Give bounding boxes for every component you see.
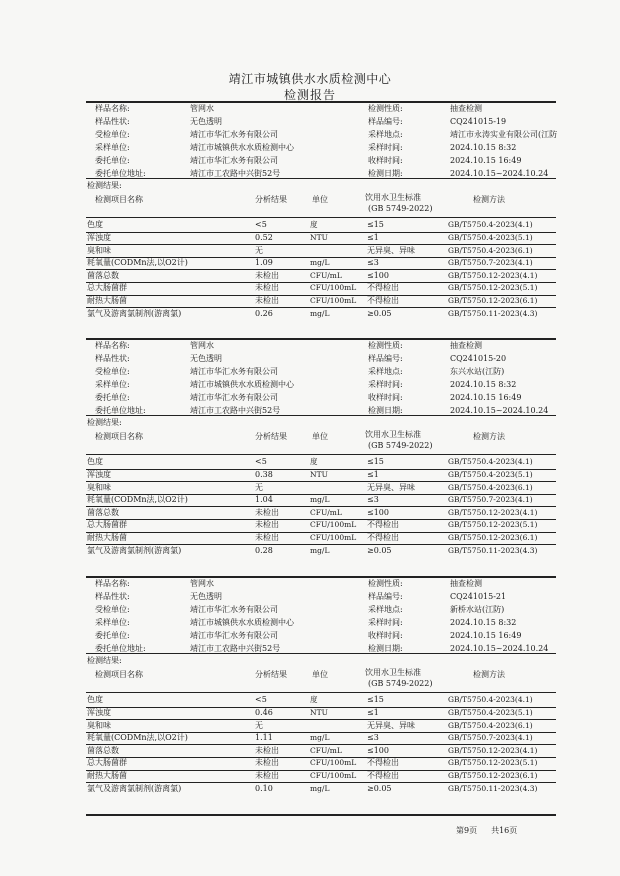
sampling-place-value: 新桥水站(江防) (450, 604, 505, 614)
test-date-label: 检测日期: (368, 643, 403, 653)
row-method: GB/T5750.4-2023(6.1) (448, 245, 533, 255)
row-result: 未检出 (255, 296, 279, 305)
row-method: GB/T5750.12-2023(6.1) (448, 771, 538, 780)
row-result: 0.10 (255, 783, 273, 793)
client-address-value: 靖江市工农路中兴街52号 (190, 405, 281, 415)
sample-props-label: 样品性状: (95, 591, 130, 601)
row-result: 未检出 (255, 533, 279, 542)
row-method: GB/T5750.4-2023(4.1) (448, 695, 533, 705)
row-item: 菌落总数 (87, 507, 119, 517)
row-result: 0.26 (255, 308, 273, 318)
results-label: 检测结果: (87, 656, 122, 666)
info-divider (86, 178, 556, 179)
client-address-label: 委托单位地址: (95, 168, 146, 178)
row-item: 总大肠菌群 (87, 283, 127, 293)
page-total: 共16页 (491, 826, 518, 835)
test-date-value: 2024.10.15~2024.10.24 (450, 405, 549, 415)
row-result: 未检出 (255, 758, 279, 768)
row-unit: CFU/100mL (310, 758, 357, 768)
row-std: ≤3 (367, 733, 379, 743)
row-std: ≤15 (367, 220, 384, 230)
sampling-time-label: 采样时间: (368, 379, 403, 389)
test-type-value: 抽查检测 (450, 341, 482, 350)
row-result: 0.46 (255, 708, 273, 717)
sampling-time-value: 2024.10.15 8:32 (450, 379, 517, 389)
test-type-value: 抽查检测 (450, 104, 482, 113)
col-header-unit: 单位 (312, 432, 328, 442)
col-header-std-ref: (GB 5749-2022) (368, 441, 433, 451)
row-result: 1.09 (255, 258, 273, 268)
row-method: GB/T5750.11-2023(4.3) (448, 783, 538, 793)
test-date-value: 2024.10.15~2024.10.24 (450, 168, 549, 178)
row-result: 未检出 (255, 507, 279, 517)
sampling-time-label: 采样时间: (368, 142, 403, 152)
row-std: 不得检出 (367, 758, 399, 768)
row-method: GB/T5750.4-2023(5.1) (448, 233, 533, 242)
client-address-value: 靖江市工农路中兴街52号 (190, 643, 281, 653)
col-header-unit: 单位 (312, 670, 328, 680)
row-unit: NTU (310, 470, 328, 479)
row-result: <5 (255, 695, 267, 705)
row-method: GB/T5750.12-2023(5.1) (448, 758, 538, 768)
sample-no-value: CQ241015-19 (450, 116, 507, 126)
col-header-std: 饮用水卫生标准 (365, 430, 421, 440)
sample-name-value: 管网水 (190, 341, 214, 350)
col-header-item: 检测项目名称 (95, 670, 143, 680)
row-method: GB/T5750.7-2023(4.1) (448, 733, 533, 743)
row-method: GB/T5750.12-2023(4.1) (448, 745, 538, 755)
col-header-std: 饮用水卫生标准 (365, 193, 421, 203)
sampling-unit-label: 采样单位: (95, 379, 130, 389)
section-divider (86, 101, 556, 103)
results-label: 检测结果: (87, 181, 122, 191)
test-type-value: 抽查检测 (450, 579, 482, 588)
row-unit: mg/L (310, 258, 330, 268)
report-title: 检测报告 (283, 88, 336, 102)
client-address-value: 靖江市工农路中兴街52号 (190, 168, 281, 178)
section-divider (86, 576, 556, 578)
client-address-label: 委托单位地址: (95, 405, 146, 415)
row-unit: mg/L (310, 308, 330, 318)
sample-no-label: 样品编号: (368, 116, 403, 126)
sampling-place-label: 采样地点: (368, 604, 403, 614)
row-result: 0.28 (255, 545, 273, 555)
entrusted-unit-label: 受检单位: (95, 366, 130, 376)
col-header-method: 检测方法 (473, 670, 505, 680)
col-header-std: 饮用水卫生标准 (365, 668, 421, 678)
info-divider (86, 415, 556, 416)
sampling-time-label: 采样时间: (368, 617, 403, 627)
col-header-result: 分析结果 (255, 432, 287, 442)
row-item: 色度 (87, 220, 103, 230)
info-divider (86, 653, 556, 654)
row-unit: mg/L (310, 783, 330, 793)
test-date-label: 检测日期: (368, 405, 403, 415)
row-item: 浑浊度 (87, 233, 111, 242)
row-result: <5 (255, 457, 267, 467)
row-std: ≤3 (367, 495, 379, 505)
row-std: ≤100 (367, 745, 389, 755)
row-result: 1.11 (255, 733, 273, 743)
row-result: 无 (255, 245, 263, 255)
sample-name-label: 样品名称: (95, 341, 130, 350)
sampling-place-value: 东兴水站(江防) (450, 366, 505, 376)
row-item: 色度 (87, 695, 103, 705)
row-result: <5 (255, 220, 267, 230)
row-item: 氯气及游离氯制剂(游离氯) (87, 545, 182, 555)
client-unit-label: 委托单位: (95, 155, 130, 165)
sampling-unit-value: 靖江市城镇供水水质检测中心 (190, 617, 294, 627)
row-result: 0.52 (255, 233, 273, 242)
row-method: GB/T5750.12-2023(5.1) (448, 520, 538, 530)
header-divider (86, 454, 556, 455)
row-item: 臭和味 (87, 245, 111, 255)
sampling-unit-value: 靖江市城镇供水水质检测中心 (190, 142, 294, 152)
row-std: ≤100 (367, 270, 389, 280)
sampling-unit-label: 采样单位: (95, 142, 130, 152)
row-result: 无 (255, 482, 263, 492)
row-method: GB/T5750.4-2023(6.1) (448, 720, 533, 730)
col-header-method: 检测方法 (473, 432, 505, 442)
sample-props-label: 样品性状: (95, 353, 130, 363)
row-unit: mg/L (310, 733, 330, 743)
entrusted-unit-value: 靖江市华汇水务有限公司 (190, 366, 278, 376)
row-result: 未检出 (255, 270, 279, 280)
col-header-method: 检测方法 (473, 195, 505, 205)
row-item: 浑浊度 (87, 470, 111, 479)
receive-time-value: 2024.10.15 16:49 (450, 630, 522, 640)
sample-name-value: 管网水 (190, 579, 214, 588)
row-method: GB/T5750.11-2023(4.3) (448, 545, 538, 555)
row-std: ≤100 (367, 507, 389, 517)
row-item: 总大肠菌群 (87, 520, 127, 530)
sample-props-label: 样品性状: (95, 116, 130, 126)
row-result: 1.04 (255, 495, 273, 505)
col-header-item: 检测项目名称 (95, 195, 143, 205)
row-unit: CFU/100mL (310, 283, 357, 293)
row-item: 氯气及游离氯制剂(游离氯) (87, 308, 182, 318)
row-std: 不得检出 (367, 283, 399, 293)
sampling-time-value: 2024.10.15 8:32 (450, 617, 517, 627)
sample-props-value: 无色透明 (190, 591, 222, 601)
row-unit: CFU/100mL (310, 296, 357, 305)
client-unit-label: 委托单位: (95, 630, 130, 640)
sample-no-label: 样品编号: (368, 353, 403, 363)
receive-time-label: 收样时间: (368, 392, 403, 402)
test-type-label: 检测性质: (368, 341, 403, 350)
row-item: 耐热大肠菌 (87, 533, 127, 542)
row-item: 菌落总数 (87, 745, 119, 755)
row-std: ≥0.05 (367, 783, 392, 793)
entrusted-unit-value: 靖江市华汇水务有限公司 (190, 129, 278, 139)
client-unit-label: 委托单位: (95, 392, 130, 402)
row-std: 无异臭、异味 (367, 482, 415, 492)
row-std: 不得检出 (367, 520, 399, 530)
row-unit: CFU/mL (310, 270, 342, 280)
entrusted-unit-value: 靖江市华汇水务有限公司 (190, 604, 278, 614)
row-item: 耗氧量(CODMn法,以O2计) (87, 733, 188, 743)
col-header-unit: 单位 (312, 195, 328, 205)
row-method: GB/T5750.12-2023(6.1) (448, 296, 538, 305)
row-std: 无异臭、异味 (367, 720, 415, 730)
results-label: 检测结果: (87, 418, 122, 428)
test-date-value: 2024.10.15~2024.10.24 (450, 643, 549, 653)
row-item: 耐热大肠菌 (87, 771, 127, 780)
header-divider (86, 692, 556, 693)
col-header-std-ref: (GB 5749-2022) (368, 204, 433, 214)
entrusted-unit-label: 受检单位: (95, 604, 130, 614)
row-unit: NTU (310, 233, 328, 242)
row-unit: NTU (310, 708, 328, 717)
row-item: 耗氧量(CODMn法,以O2计) (87, 258, 188, 268)
test-type-label: 检测性质: (368, 104, 403, 113)
row-unit: CFU/100mL (310, 520, 357, 530)
client-unit-value: 靖江市华汇水务有限公司 (190, 155, 278, 165)
row-item: 总大肠菌群 (87, 758, 127, 768)
row-unit: 度 (310, 457, 318, 467)
row-item: 耐热大肠菌 (87, 296, 127, 305)
client-unit-value: 靖江市华汇水务有限公司 (190, 630, 278, 640)
row-std: ≤3 (367, 258, 379, 268)
row-unit: CFU/100mL (310, 771, 357, 780)
client-unit-value: 靖江市华汇水务有限公司 (190, 392, 278, 402)
row-result: 无 (255, 720, 263, 730)
row-method: GB/T5750.4-2023(5.1) (448, 470, 533, 479)
test-date-label: 检测日期: (368, 168, 403, 178)
receive-time-value: 2024.10.15 16:49 (450, 392, 522, 402)
row-result: 0.38 (255, 470, 273, 479)
row-std: ≤15 (367, 457, 384, 467)
row-item: 菌落总数 (87, 270, 119, 280)
sample-no-label: 样品编号: (368, 591, 403, 601)
col-header-result: 分析结果 (255, 195, 287, 205)
row-result: 未检出 (255, 745, 279, 755)
row-std: ≤1 (367, 708, 379, 717)
col-header-result: 分析结果 (255, 670, 287, 680)
row-std: ≥0.05 (367, 545, 392, 555)
row-result: 未检出 (255, 771, 279, 780)
sample-props-value: 无色透明 (190, 353, 222, 363)
row-item: 臭和味 (87, 720, 111, 730)
col-header-item: 检测项目名称 (95, 432, 143, 442)
col-header-std-ref: (GB 5749-2022) (368, 679, 433, 689)
row-method: GB/T5750.4-2023(4.1) (448, 220, 533, 230)
row-method: GB/T5750.12-2023(5.1) (448, 283, 538, 293)
row-unit: mg/L (310, 545, 330, 555)
client-address-label: 委托单位地址: (95, 643, 146, 653)
receive-time-label: 收样时间: (368, 630, 403, 640)
row-std: ≤15 (367, 695, 384, 705)
receive-time-value: 2024.10.15 16:49 (450, 155, 522, 165)
row-std: 不得检出 (367, 533, 399, 542)
row-method: GB/T5750.4-2023(5.1) (448, 708, 533, 717)
sample-props-value: 无色透明 (190, 116, 222, 126)
row-method: GB/T5750.11-2023(4.3) (448, 308, 538, 318)
row-method: GB/T5750.7-2023(4.1) (448, 258, 533, 268)
row-std: 不得检出 (367, 296, 399, 305)
sampling-place-label: 采样地点: (368, 129, 403, 139)
row-item: 浑浊度 (87, 708, 111, 717)
row-std: 无异臭、异味 (367, 245, 415, 255)
row-unit: 度 (310, 695, 318, 705)
sample-name-label: 样品名称: (95, 104, 130, 113)
sample-name-value: 管网水 (190, 104, 214, 113)
receive-time-label: 收样时间: (368, 155, 403, 165)
page-current: 第9页 (456, 826, 478, 835)
row-method: GB/T5750.12-2023(6.1) (448, 533, 538, 542)
row-std: 不得检出 (367, 771, 399, 780)
row-unit: CFU/100mL (310, 533, 357, 542)
row-unit: CFU/mL (310, 507, 342, 517)
row-method: GB/T5750.7-2023(4.1) (448, 495, 533, 505)
row-item: 色度 (87, 457, 103, 467)
row-std: ≤1 (367, 470, 379, 479)
sampling-place-label: 采样地点: (368, 366, 403, 376)
row-std: ≥0.05 (367, 308, 392, 318)
row-item: 耗氧量(CODMn法,以O2计) (87, 495, 188, 505)
sample-no-value: CQ241015-21 (450, 591, 507, 601)
row-method: GB/T5750.4-2023(4.1) (448, 457, 533, 467)
row-unit: mg/L (310, 495, 330, 505)
entrusted-unit-label: 受检单位: (95, 129, 130, 139)
row-result: 未检出 (255, 283, 279, 293)
sample-name-label: 样品名称: (95, 579, 130, 588)
section-divider (86, 338, 556, 340)
row-std: ≤1 (367, 233, 379, 242)
row-item: 臭和味 (87, 482, 111, 492)
row-result: 未检出 (255, 520, 279, 530)
org-title: 靖江市城镇供水水质检测中心 (228, 72, 392, 86)
page-number (456, 825, 517, 836)
header-divider (86, 217, 556, 218)
row-method: GB/T5750.12-2023(4.1) (448, 270, 538, 280)
bottom-divider (86, 814, 556, 816)
row-unit: 度 (310, 220, 318, 230)
row-item: 氯气及游离氯制剂(游离氯) (87, 783, 182, 793)
sampling-time-value: 2024.10.15 8:32 (450, 142, 517, 152)
row-unit: CFU/mL (310, 745, 342, 755)
sampling-place-value: 靖江市永涛实业有限公司(江防 (450, 129, 558, 139)
sampling-unit-label: 采样单位: (95, 617, 130, 627)
sampling-unit-value: 靖江市城镇供水水质检测中心 (190, 379, 294, 389)
row-method: GB/T5750.4-2023(6.1) (448, 482, 533, 492)
sample-no-value: CQ241015-20 (450, 353, 507, 363)
test-type-label: 检测性质: (368, 579, 403, 588)
row-method: GB/T5750.12-2023(4.1) (448, 507, 538, 517)
